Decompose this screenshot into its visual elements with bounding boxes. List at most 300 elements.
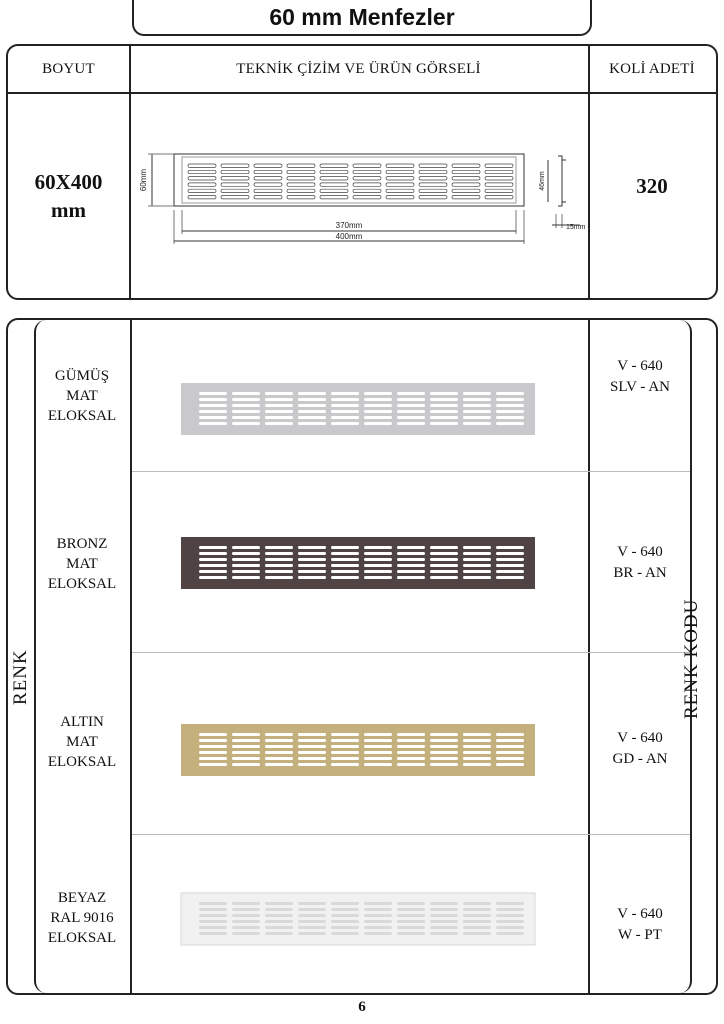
color-variants-table	[6, 318, 718, 995]
vent-slot	[364, 926, 392, 929]
vent-slot	[463, 576, 491, 579]
side-depth-dimension-label: 15mm	[566, 224, 586, 231]
drawing-slot	[221, 189, 249, 192]
vent-slot	[463, 422, 491, 425]
vent-slot	[397, 422, 425, 425]
vent-slot	[463, 564, 491, 567]
drawing-slot	[386, 170, 414, 173]
vent-slot	[496, 920, 524, 923]
vent-slot	[496, 570, 524, 573]
vent-slot	[232, 745, 260, 748]
color-code-line: V - 640	[617, 906, 663, 922]
vent-slot	[463, 404, 491, 407]
drawing-slot	[386, 164, 414, 167]
drawing-slot	[254, 177, 282, 180]
vent-slot	[199, 410, 227, 413]
vent-slot	[232, 398, 260, 401]
vent-slot	[331, 564, 359, 567]
vent-slot	[265, 404, 293, 407]
color-code-cell	[588, 724, 692, 774]
drawing-slot	[485, 189, 513, 192]
vent-body	[181, 537, 535, 589]
drawing-slot	[188, 170, 216, 173]
color-name-cell	[34, 692, 130, 792]
vent-slot	[430, 404, 458, 407]
vent-slot	[199, 902, 227, 905]
vent-slot	[298, 410, 326, 413]
vent-slot	[496, 751, 524, 754]
vent-slot	[496, 763, 524, 766]
row-divider	[132, 471, 690, 472]
color-name-line: RAL 9016	[50, 910, 114, 926]
vent-slot	[397, 751, 425, 754]
vent-slot	[199, 552, 227, 555]
drawing-slot	[353, 196, 381, 199]
vent-slot	[496, 739, 524, 742]
vent-svg	[180, 723, 536, 777]
drawing-slot	[452, 170, 480, 173]
vent-slot	[364, 576, 392, 579]
vent-slot	[430, 422, 458, 425]
vent-slot	[463, 416, 491, 419]
vent-slot	[397, 410, 425, 413]
vent-slot	[364, 416, 392, 419]
vent-slot	[430, 902, 458, 905]
vent-slot	[232, 920, 260, 923]
vent-slot	[397, 745, 425, 748]
vent-slot	[397, 552, 425, 555]
vent-slot	[496, 564, 524, 567]
color-name-cell	[34, 868, 130, 968]
color-code-line: W - PT	[618, 927, 662, 943]
vent-slot	[430, 552, 458, 555]
vent-slot	[265, 733, 293, 736]
inner-width-dimension-label: 370mm	[335, 221, 363, 230]
vent-slot	[430, 410, 458, 413]
color-code-line: V - 640	[617, 730, 663, 746]
vent-slot	[298, 920, 326, 923]
vent-slot	[298, 422, 326, 425]
box-qty-value: 320	[636, 174, 668, 198]
vent-slot	[364, 546, 392, 549]
vent-slot	[265, 570, 293, 573]
size-value: 60X400	[34, 170, 103, 194]
page-number: 6	[358, 999, 366, 1015]
vent-slot	[331, 902, 359, 905]
product-spec-table	[6, 44, 718, 300]
vent-slot	[199, 576, 227, 579]
page-title: 60 mm Menfezler	[132, 0, 592, 36]
vent-slot	[232, 422, 260, 425]
color-name-line: ELOKSAL	[47, 576, 117, 592]
row-divider	[132, 652, 690, 653]
side-height-dimension-label: 46mm	[539, 171, 546, 191]
vent-slot	[463, 398, 491, 401]
drawing-slot	[287, 196, 315, 199]
color-name-line: ALTIN	[60, 714, 104, 730]
vent-slot	[199, 739, 227, 742]
vent-slot	[331, 914, 359, 917]
vent-slot	[331, 757, 359, 760]
vent-slot	[463, 546, 491, 549]
vent-slot	[232, 546, 260, 549]
vent-slot	[331, 404, 359, 407]
drawing-slot	[386, 183, 414, 186]
color-name-line: ELOKSAL	[47, 754, 117, 770]
vent-slot	[199, 920, 227, 923]
drawing-header: TEKNİK ÇİZİM VE ÜRÜN GÖRSELİ	[236, 60, 481, 77]
vent-slot	[496, 546, 524, 549]
vent-slot	[331, 926, 359, 929]
vent-slot	[430, 920, 458, 923]
vent-slot	[496, 733, 524, 736]
vent-slot	[232, 914, 260, 917]
vent-slot	[265, 751, 293, 754]
vent-slot	[199, 745, 227, 748]
vent-slot	[397, 392, 425, 395]
drawing-slot	[287, 170, 315, 173]
vent-slot	[199, 564, 227, 567]
vent-slot	[364, 745, 392, 748]
drawing-slots	[188, 164, 513, 199]
vent-slot	[265, 926, 293, 929]
color-code-line: GD - AN	[612, 751, 668, 767]
vent-slot	[265, 914, 293, 917]
vent-slot	[364, 558, 392, 561]
drawing-slot	[485, 164, 513, 167]
vent-slot	[199, 416, 227, 419]
vent-slot	[397, 558, 425, 561]
vent-slot	[331, 546, 359, 549]
vent-slot	[232, 932, 260, 935]
vent-slot	[496, 908, 524, 911]
color-name-cell	[34, 514, 130, 614]
color-code-cell	[588, 352, 692, 402]
drawing-slot	[320, 170, 348, 173]
vent-slot	[430, 745, 458, 748]
vent-slot	[397, 398, 425, 401]
vent-slot	[331, 733, 359, 736]
vent-slot	[463, 745, 491, 748]
vent-slot	[232, 558, 260, 561]
drawing-slot	[188, 177, 216, 180]
vent-slot	[430, 570, 458, 573]
vent-slot	[430, 576, 458, 579]
vent-image-bronze	[180, 536, 536, 590]
vent-slot	[265, 908, 293, 911]
color-side-label: RENK	[10, 649, 31, 705]
vent-slot	[298, 576, 326, 579]
vent-slot	[199, 751, 227, 754]
vent-slot	[199, 757, 227, 760]
vent-slot	[496, 745, 524, 748]
vent-slot	[232, 751, 260, 754]
drawing-slot	[452, 164, 480, 167]
height-dimension-label: 60mm	[139, 168, 148, 192]
vent-body	[181, 893, 535, 945]
vent-slot	[232, 757, 260, 760]
vent-slot	[298, 392, 326, 395]
vent-slot	[265, 398, 293, 401]
vent-slot	[397, 902, 425, 905]
drawing-slot	[320, 164, 348, 167]
vent-slot	[298, 558, 326, 561]
vent-slot	[298, 926, 326, 929]
column-divider	[588, 320, 590, 993]
vent-slot	[397, 416, 425, 419]
box-qty-header: KOLİ ADETİ	[609, 60, 695, 77]
vent-slot	[199, 404, 227, 407]
drawing-slot	[254, 196, 282, 199]
side-profile	[558, 156, 562, 206]
vent-slot	[397, 926, 425, 929]
vent-slot	[397, 576, 425, 579]
vent-slot	[364, 422, 392, 425]
vent-slot	[265, 552, 293, 555]
color-code-side-label: RENK KODU	[681, 598, 702, 719]
color-name-line: BEYAZ	[57, 890, 107, 906]
vent-slot	[364, 392, 392, 395]
side-profile-clips	[562, 160, 566, 202]
column-divider	[130, 320, 132, 993]
vent-slot	[265, 564, 293, 567]
drawing-slot	[287, 183, 315, 186]
vent-slot	[232, 564, 260, 567]
vent-slot	[430, 932, 458, 935]
vent-slot	[232, 576, 260, 579]
vent-slot	[265, 902, 293, 905]
vent-slot	[199, 932, 227, 935]
vent-slot	[298, 398, 326, 401]
vent-slot	[232, 416, 260, 419]
vent-slot	[298, 914, 326, 917]
vent-slot	[364, 739, 392, 742]
vent-slot	[298, 751, 326, 754]
drawing-slot	[485, 183, 513, 186]
drawing-slot	[188, 189, 216, 192]
drawing-slot	[254, 164, 282, 167]
vent-slot	[298, 546, 326, 549]
drawing-slot	[254, 189, 282, 192]
vent-slot	[331, 552, 359, 555]
vent-slot	[496, 552, 524, 555]
drawing-slot	[221, 170, 249, 173]
drawing-slot	[353, 177, 381, 180]
vent-slot	[430, 914, 458, 917]
vent-slot	[331, 763, 359, 766]
drawing-slot	[452, 189, 480, 192]
drawing-slot	[419, 170, 447, 173]
size-unit: mm	[51, 198, 86, 222]
vent-slot	[199, 908, 227, 911]
drawing-slot	[485, 196, 513, 199]
drawing-slot	[353, 189, 381, 192]
color-name-line: ELOKSAL	[47, 407, 117, 424]
vent-slot	[496, 926, 524, 929]
vent-slot	[463, 739, 491, 742]
vent-slot	[496, 422, 524, 425]
vent-slot	[397, 932, 425, 935]
vent-slot	[463, 920, 491, 923]
vent-slot	[265, 576, 293, 579]
vent-slot	[298, 564, 326, 567]
vent-slot	[364, 570, 392, 573]
vent-svg	[180, 382, 536, 436]
color-name-cell	[34, 320, 130, 471]
drawing-slot	[485, 177, 513, 180]
vent-slot	[232, 570, 260, 573]
vent-slot	[331, 739, 359, 742]
drawing-slot	[287, 164, 315, 167]
color-code-line: BR - AN	[613, 565, 667, 581]
vent-slot	[232, 392, 260, 395]
vent-slot	[463, 558, 491, 561]
vent-slot	[364, 404, 392, 407]
vent-slot	[463, 932, 491, 935]
vent-slot	[496, 902, 524, 905]
vent-slot	[496, 398, 524, 401]
vent-image-silver	[180, 382, 536, 436]
drawing-slot	[221, 164, 249, 167]
drawing-slot	[320, 189, 348, 192]
vent-slot	[298, 739, 326, 742]
vent-slot	[298, 404, 326, 407]
vent-slot	[199, 398, 227, 401]
vent-body	[181, 724, 535, 776]
drawing-slot	[386, 189, 414, 192]
vent-slot	[463, 410, 491, 413]
vent-slot	[496, 757, 524, 760]
vent-slot	[298, 733, 326, 736]
drawing-slot	[188, 196, 216, 199]
vent-slot	[364, 751, 392, 754]
vent-slot	[331, 745, 359, 748]
vent-slot	[430, 908, 458, 911]
color-code-line: SLV - AN	[609, 379, 671, 395]
vent-image-white	[180, 892, 536, 946]
vent-slot	[397, 757, 425, 760]
vent-slot	[331, 908, 359, 911]
drawing-slot	[320, 196, 348, 199]
vent-slot	[199, 392, 227, 395]
drawing-slot	[419, 164, 447, 167]
vent-slot	[364, 757, 392, 760]
vent-slot	[364, 552, 392, 555]
vent-slot	[397, 546, 425, 549]
vent-slot	[298, 932, 326, 935]
drawing-slot	[188, 164, 216, 167]
vent-slot	[496, 914, 524, 917]
vent-slot	[298, 902, 326, 905]
technical-drawing	[130, 94, 588, 298]
vent-slot	[298, 416, 326, 419]
vent-slot	[331, 422, 359, 425]
vent-slot	[430, 416, 458, 419]
vent-slot	[364, 564, 392, 567]
vent-slot	[364, 920, 392, 923]
vent-slot	[199, 914, 227, 917]
drawing-slot	[419, 189, 447, 192]
vent-slot	[298, 757, 326, 760]
vent-slot	[331, 920, 359, 923]
vent-slot	[463, 902, 491, 905]
vent-slot	[397, 404, 425, 407]
vent-slot	[364, 410, 392, 413]
vent-slot	[463, 757, 491, 760]
drawing-slot	[386, 196, 414, 199]
drawing-slot	[452, 177, 480, 180]
vent-slot	[496, 416, 524, 419]
vent-slot	[232, 733, 260, 736]
vent-slot	[199, 733, 227, 736]
vent-slot	[331, 416, 359, 419]
vent-slot	[298, 763, 326, 766]
vent-slot	[364, 733, 392, 736]
vent-slot	[232, 552, 260, 555]
drawing-slot	[419, 196, 447, 199]
color-code-line: V - 640	[617, 358, 663, 374]
vent-slot	[430, 398, 458, 401]
vent-slot	[397, 570, 425, 573]
drawing-slot	[221, 177, 249, 180]
vent-slot	[298, 570, 326, 573]
vent-image-gold	[180, 723, 536, 777]
vent-slot	[496, 392, 524, 395]
outer-width-dimension-label: 400mm	[335, 232, 363, 241]
vent-slot	[331, 398, 359, 401]
vent-slot	[364, 398, 392, 401]
drawing-slot	[485, 170, 513, 173]
vent-slot	[265, 739, 293, 742]
drawing-slot	[320, 183, 348, 186]
drawing-slot	[188, 183, 216, 186]
color-name-line: MAT	[66, 556, 98, 572]
vent-slot	[397, 564, 425, 567]
color-name-line: MAT	[66, 387, 98, 404]
vent-slot	[199, 763, 227, 766]
vent-slot	[463, 570, 491, 573]
vent-slot	[364, 932, 392, 935]
vent-slot	[199, 546, 227, 549]
vent-slot	[298, 552, 326, 555]
vent-slot	[397, 733, 425, 736]
vent-slot	[496, 932, 524, 935]
vent-slot	[463, 914, 491, 917]
vent-svg	[180, 892, 536, 946]
vent-slot	[397, 914, 425, 917]
vent-slot	[430, 392, 458, 395]
vent-slot	[265, 392, 293, 395]
vent-slot	[430, 733, 458, 736]
vent-slot	[397, 908, 425, 911]
drawing-slot	[386, 177, 414, 180]
vent-slot	[265, 757, 293, 760]
color-name-line: ELOKSAL	[47, 930, 117, 946]
vent-slot	[463, 392, 491, 395]
drawing-slot	[221, 196, 249, 199]
color-code-line: V - 640	[617, 544, 663, 560]
vent-slot	[331, 932, 359, 935]
color-name-line: BRONZ	[56, 536, 108, 552]
vent-slot	[463, 733, 491, 736]
vent-slot	[430, 926, 458, 929]
vent-slot	[265, 416, 293, 419]
vent-slot	[430, 751, 458, 754]
drawing-slot	[452, 196, 480, 199]
vent-slot	[463, 751, 491, 754]
drawing-slot	[452, 183, 480, 186]
vent-slot	[430, 739, 458, 742]
